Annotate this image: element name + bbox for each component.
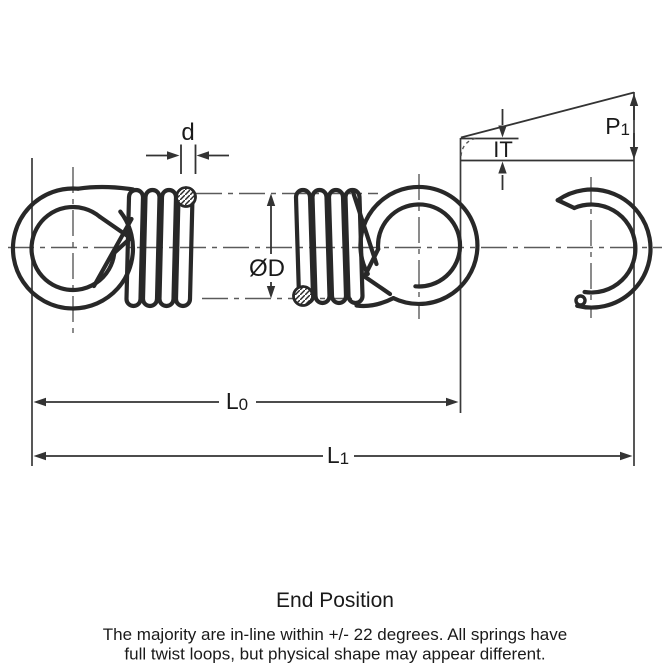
caption-heading: End Position: [276, 589, 394, 612]
p1-arrowhead-down: [630, 147, 638, 160]
end-view-wire-tip: [576, 296, 585, 305]
end-view-cut-line: [558, 200, 575, 208]
dim-free-length: [34, 388, 459, 414]
l1-arrowhead-left: [34, 452, 47, 460]
coil-turn: [160, 190, 177, 306]
l1-arrowhead-right: [620, 452, 633, 460]
d-arrowhead-left: [167, 151, 180, 159]
it-arrowhead-up: [498, 162, 506, 174]
od-arrowhead-down: [267, 286, 275, 299]
it-label: IT: [493, 137, 513, 162]
d-label: d: [181, 119, 195, 146]
l0-arrowhead-right: [446, 398, 459, 406]
left-loop-top-connector: [78, 187, 133, 189]
caption-line1: The majority are in-line within +/- 22 degrees. All springs have: [102, 625, 568, 644]
dim-extended-length: [34, 442, 633, 468]
dim-outer-diameter: [246, 194, 288, 299]
p1-arrowhead-up: [630, 94, 638, 107]
coil-turn: [313, 190, 330, 303]
it-arrowhead-down: [498, 126, 506, 138]
dim-initial-tension: [493, 109, 513, 190]
od-arrowhead-up: [267, 194, 275, 207]
wire-cross-section-hatch: [177, 188, 196, 207]
wire-cross-section-hatch: [294, 287, 313, 306]
dim-wire-diameter: [146, 119, 229, 174]
caption: [103, 589, 567, 664]
l0-arrowhead-left: [34, 398, 47, 406]
right-loop-wire-end-notch: [365, 249, 391, 294]
od-label: ØD: [249, 255, 285, 282]
right-end-loop: [353, 187, 478, 306]
right-loop-crossing-wire: [353, 191, 377, 265]
coil-turn: [329, 190, 346, 303]
left-coil-body: [127, 188, 196, 307]
caption-line2: full twist loops, but physical shape may appear different.: [124, 644, 546, 664]
l0-label: L0: [225, 388, 249, 414]
d-arrowhead-right: [197, 151, 210, 159]
load-curve-dashed: [461, 138, 479, 156]
extended-end-loop-view: [558, 190, 651, 308]
p1-label: P1: [605, 113, 630, 139]
end-view-inner-arc: [574, 205, 635, 293]
l1-label: L1: [326, 442, 350, 468]
